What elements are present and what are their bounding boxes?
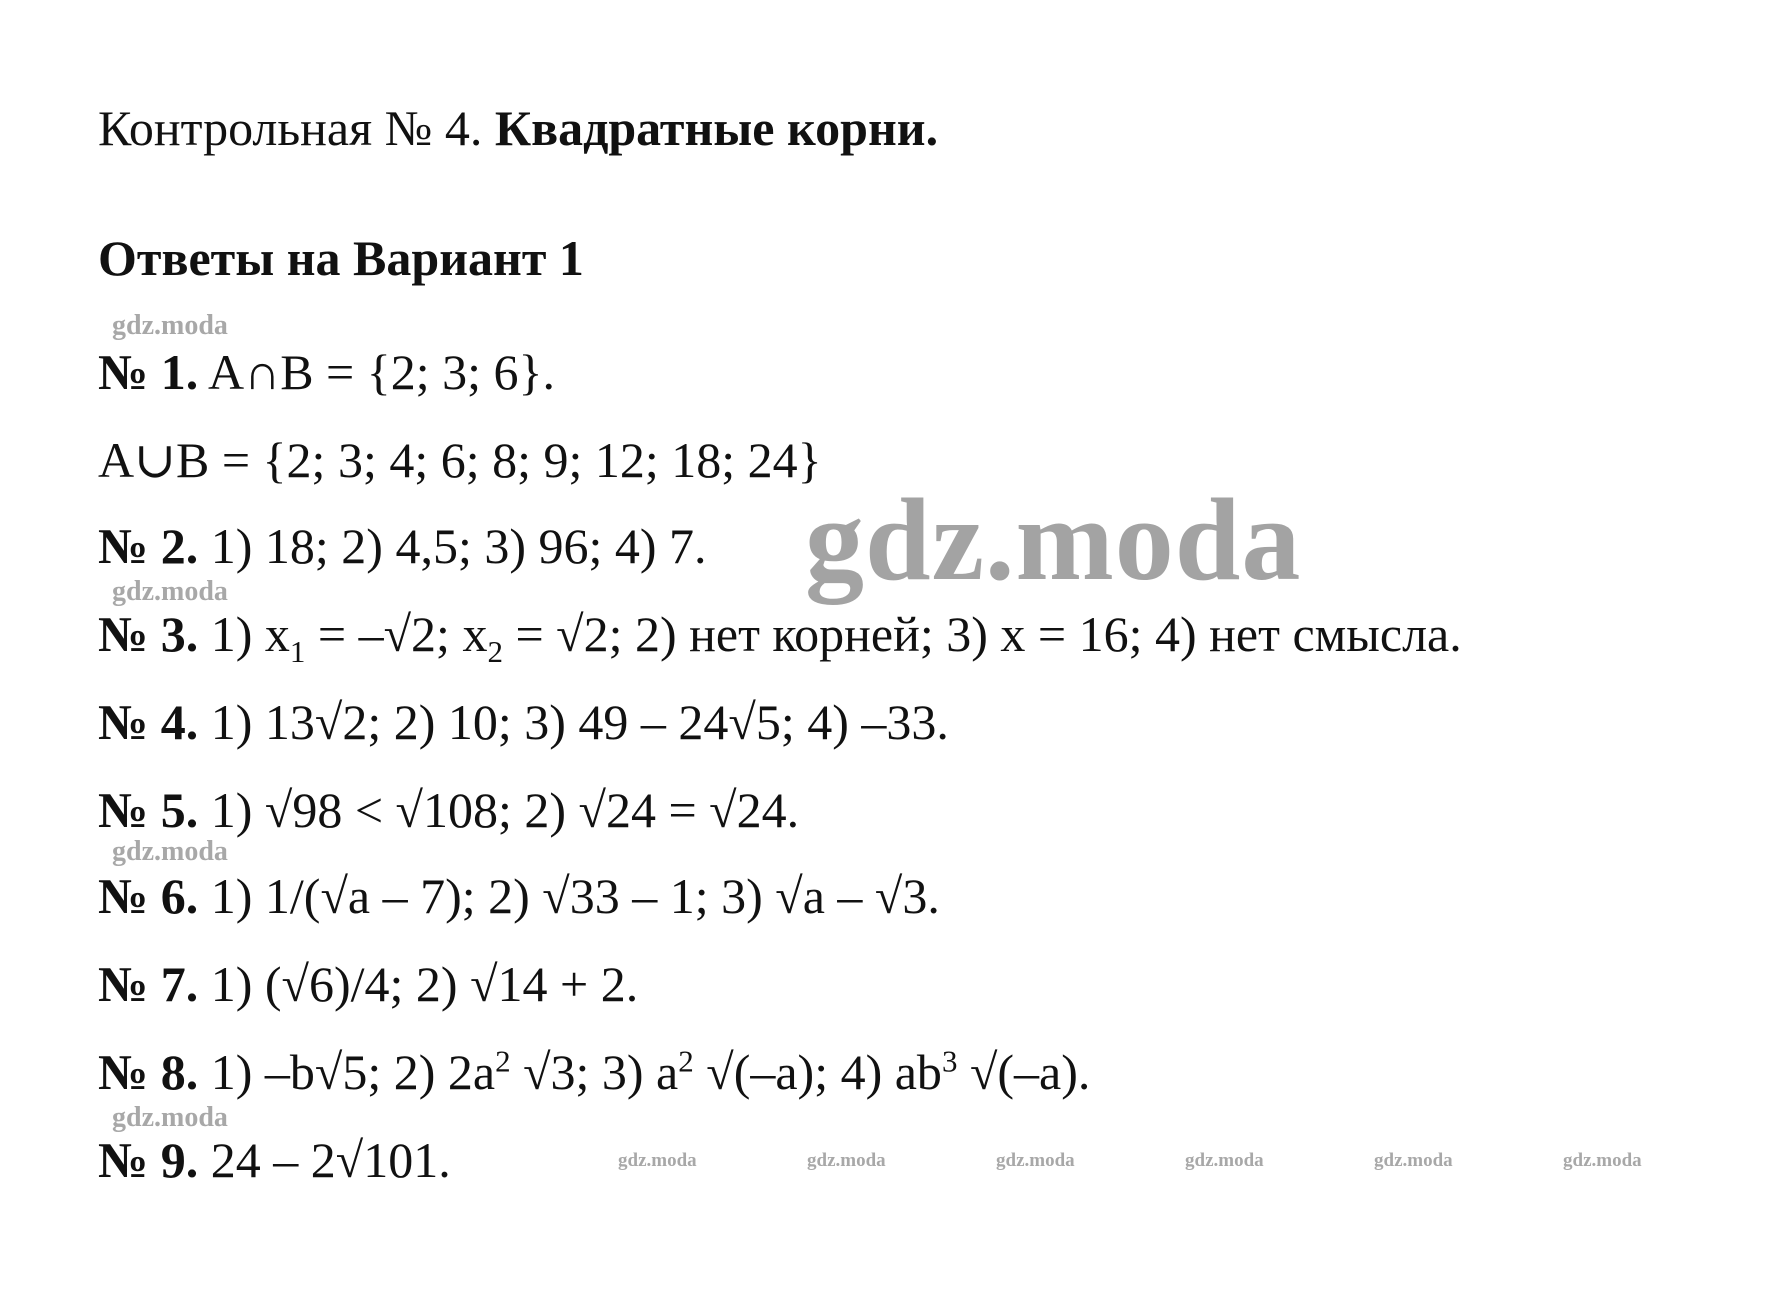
watermark-large: gdz.moda: [805, 474, 1302, 605]
superscript: 2: [495, 1043, 511, 1079]
variant-heading: Ответы на Вариант 1: [98, 230, 584, 286]
superscript: 3: [941, 1043, 958, 1079]
watermark-small: gdz.moda: [112, 576, 228, 607]
answer-6: [98, 866, 940, 926]
answer-text-part: √(–a).: [957, 1044, 1091, 1100]
watermark-row-item: gdz.moda: [1563, 1150, 1642, 1171]
answer-text: 24 – 2√101.: [198, 1132, 451, 1188]
watermark-small: gdz.moda: [112, 1102, 228, 1133]
answer-8: [98, 1042, 1090, 1102]
answer-text: A∩B = {2; 3; 6}.: [198, 344, 556, 400]
watermark-small: gdz.moda: [112, 310, 228, 341]
answer-2: [98, 516, 707, 576]
watermark-row-item: gdz.moda: [1185, 1150, 1264, 1171]
answer-text: A∪B = {2; 3; 4; 6; 8; 9; 12; 18; 24}: [98, 432, 822, 488]
watermark-row-item: gdz.moda: [1374, 1150, 1453, 1171]
title-topic: Квадратные корни.: [494, 100, 939, 156]
superscript: 2: [678, 1043, 694, 1079]
answer-3: [98, 604, 1462, 669]
answer-5: [98, 780, 799, 840]
answer-text-part: √(–a); 4) ab: [693, 1044, 942, 1100]
subscript: 1: [289, 634, 306, 669]
answer-text: 1) √98 < √108; 2) √24 = √24.: [198, 782, 800, 838]
answer-text: 1) (√6)/4; 2) √14 + 2.: [198, 956, 639, 1012]
answer-number: № 1.: [98, 344, 199, 400]
answer-number: № 5.: [98, 782, 199, 838]
subscript: 2: [487, 634, 503, 669]
answer-number: № 2.: [98, 518, 199, 574]
answer-text: 1) 1/(√a – 7); 2) √33 – 1; 3) √a – √3.: [198, 868, 940, 924]
answer-text-part: √3; 3) a: [510, 1044, 679, 1100]
watermark-row-item: gdz.moda: [807, 1150, 886, 1171]
answer-number: № 8.: [98, 1044, 199, 1100]
answer-number: № 6.: [98, 868, 199, 924]
answer-number: № 9.: [98, 1132, 199, 1188]
answer-number: № 7.: [98, 956, 199, 1012]
answer-number: № 3.: [98, 606, 199, 662]
answer-1-union: [98, 430, 822, 490]
answer-7: [98, 954, 638, 1014]
title-prefix: Контрольная № 4.: [98, 100, 495, 156]
answer-number: № 4.: [98, 694, 199, 750]
answer-9: [98, 1130, 451, 1190]
watermark-small: gdz.moda: [112, 836, 228, 867]
answer-text: 1) 13√2; 2) 10; 3) 49 – 24√5; 4) –33.: [198, 694, 949, 750]
answer-text-part: 1) –b√5; 2) 2a: [198, 1044, 496, 1100]
answer-1: [98, 342, 555, 402]
watermark-row-item: gdz.moda: [996, 1150, 1075, 1171]
watermark-row-item: gdz.moda: [618, 1150, 697, 1171]
answer-4: [98, 692, 949, 752]
answer-text-part: 1) x: [198, 606, 290, 662]
answer-text-part: = √2; 2) нет корней; 3) x = 16; 4) нет смысла.: [502, 606, 1462, 662]
answer-text: 1) 18; 2) 4,5; 3) 96; 4) 7.: [198, 518, 707, 574]
page-title: [98, 98, 938, 158]
answer-text-part: = –√2; x: [305, 606, 488, 662]
